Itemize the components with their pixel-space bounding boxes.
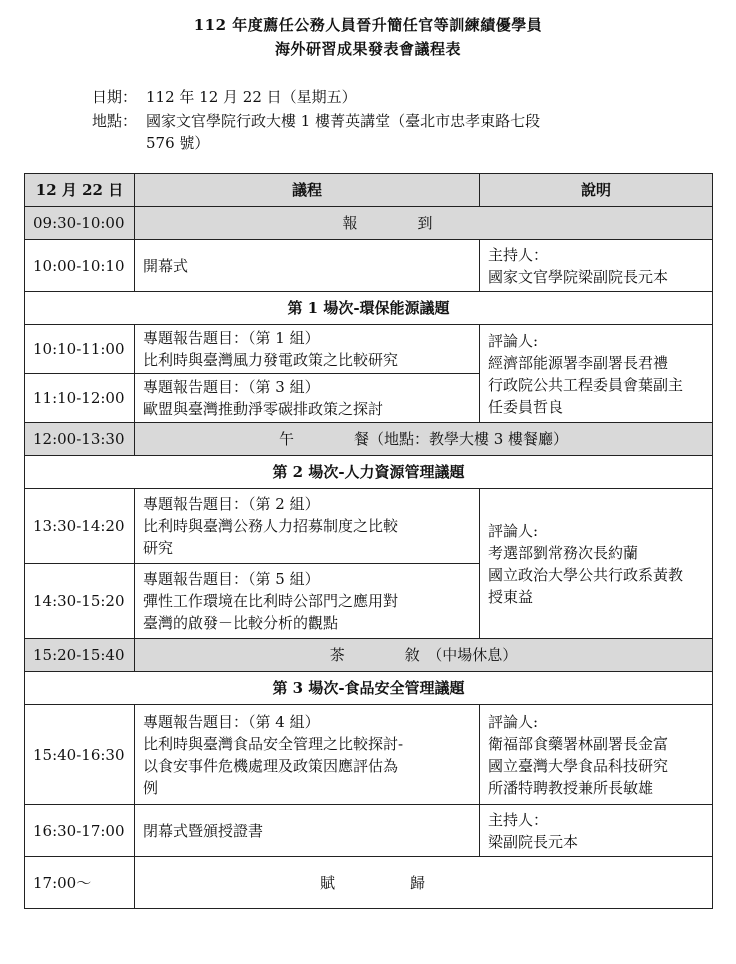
section-title: 第 2 場次-人力資源管理議題 — [25, 456, 713, 489]
agenda-table — [24, 173, 713, 909]
notes-cell — [480, 240, 713, 292]
note-line: 授東益 — [488, 587, 534, 606]
break-row — [25, 639, 713, 672]
note-line: 行政院公共工程委員會葉副主 — [488, 375, 684, 394]
agenda-line: 比利時與臺灣公務人力招募制度之比較 — [143, 517, 399, 535]
agenda-line: 專題報告題目：（第 1 組） — [143, 329, 320, 347]
agenda-cell: 茶 敘 （中場休息） — [135, 639, 713, 672]
note-line: 考選部劉常務次長約蘭 — [488, 543, 639, 562]
opening-row — [25, 240, 713, 292]
note-line: 國立政治大學公共行政系黃教 — [488, 565, 684, 584]
closing-row — [25, 805, 713, 857]
session-row — [25, 325, 713, 374]
note-line: 梁副院長元本 — [488, 832, 579, 851]
agenda-line: 專題報告題目：（第 5 組） — [143, 570, 320, 588]
time-cell: 10:00-10:10 — [25, 240, 135, 292]
note-line: 主持人： — [488, 810, 549, 829]
agenda-cell: 午 餐（地點：教學大樓 3 樓餐廳） — [135, 423, 713, 456]
note-line: 衛福部食藥署林副署長金富 — [488, 734, 669, 753]
agenda-line: 以食安事件危機處理及政策因應評估為 — [143, 756, 399, 775]
section-row — [25, 292, 713, 325]
registration-row — [25, 207, 713, 240]
notes-cell — [480, 489, 713, 639]
agenda-cell: 開幕式 — [135, 240, 480, 292]
header-date: 12 月 22 日 — [25, 174, 135, 207]
agenda-line: 專題報告題目：（第 3 組） — [143, 378, 320, 396]
table-header-row — [25, 174, 713, 207]
location-line-1: 國家文官學院行政大樓 1 樓菁英講堂（臺北市忠孝東路七段 — [146, 112, 541, 130]
lunch-row — [25, 423, 713, 456]
date-row — [92, 86, 646, 108]
agenda-cell — [135, 489, 480, 564]
time-cell: 15:40-16:30 — [25, 705, 135, 805]
note-line: 評論人: — [488, 521, 539, 540]
agenda-line: 專題報告題目：（第 4 組） — [143, 712, 320, 731]
note-line: 國立臺灣大學食品科技研究 — [488, 756, 669, 775]
note-line: 評論人: — [488, 331, 539, 350]
note-line: 主持人： — [488, 245, 549, 264]
note-line: 國家文官學院梁副院長元本 — [488, 267, 669, 286]
agenda-line: 彈性工作環境在比利時公部門之應用對 — [143, 592, 399, 610]
document-subtitle: 海外研習成果發表會議程表 — [274, 40, 461, 58]
time-cell: 12:00-13:30 — [25, 423, 135, 456]
agenda-cell — [135, 564, 480, 639]
time-cell: 13:30-14:20 — [25, 489, 135, 564]
note-line: 所潘特聘教授兼所長敏雄 — [488, 778, 654, 797]
time-cell: 09:30-10:00 — [25, 207, 135, 240]
time-cell: 16:30-17:00 — [25, 805, 135, 857]
time-cell: 14:30-15:20 — [25, 564, 135, 639]
agenda-cell — [135, 374, 480, 423]
section-title: 第 3 場次-食品安全管理議題 — [25, 672, 713, 705]
date-value: 112 年 12 月 22 日（星期五） — [146, 88, 357, 106]
section-title: 第 1 場次-環保能源議題 — [25, 292, 713, 325]
agenda-line: 專題報告題目：（第 2 組） — [143, 495, 320, 513]
time-cell: 10:10-11:00 — [25, 325, 135, 374]
notes-cell — [480, 805, 713, 857]
location-label: 地點： — [92, 112, 138, 130]
agenda-cell — [135, 325, 480, 374]
time-cell: 15:20-15:40 — [25, 639, 135, 672]
agenda-cell: 閉幕式暨頒授證書 — [135, 805, 480, 857]
header-agenda: 議程 — [135, 174, 480, 207]
time-cell: 17:00～ — [25, 857, 135, 909]
date-label: 日期： — [92, 88, 138, 106]
agenda-cell — [135, 705, 480, 805]
section-row — [25, 456, 713, 489]
session-row — [25, 489, 713, 564]
agenda-line: 研究 — [143, 539, 174, 557]
note-line: 任委員哲良 — [488, 397, 564, 416]
return-row — [25, 857, 713, 909]
notes-cell — [480, 325, 713, 423]
header-notes: 說明 — [480, 174, 713, 207]
agenda-cell: 賦 歸 — [135, 857, 713, 909]
agenda-line: 歐盟與臺灣推動淨零碳排政策之探討 — [143, 400, 384, 418]
agenda-cell: 報 到 — [135, 207, 713, 240]
location-row — [92, 110, 646, 154]
session-row — [25, 705, 713, 805]
location-value — [146, 110, 646, 154]
note-line: 經濟部能源署李副署長君禮 — [488, 353, 669, 372]
document-title: 112 年度薦任公務人員晉升簡任官等訓練績優學員 — [193, 16, 543, 34]
note-line: 評論人: — [488, 712, 539, 731]
agenda-line: 比利時與臺灣風力發電政策之比較研究 — [143, 351, 399, 369]
location-line-2: 576 號） — [146, 134, 210, 152]
notes-cell — [480, 705, 713, 805]
agenda-line: 例 — [143, 778, 159, 797]
time-cell: 11:10-12:00 — [25, 374, 135, 423]
agenda-line: 比利時與臺灣食品安全管理之比較探討- — [143, 734, 404, 753]
agenda-line: 臺灣的啟發－比較分析的觀點 — [143, 614, 339, 632]
section-row — [25, 672, 713, 705]
